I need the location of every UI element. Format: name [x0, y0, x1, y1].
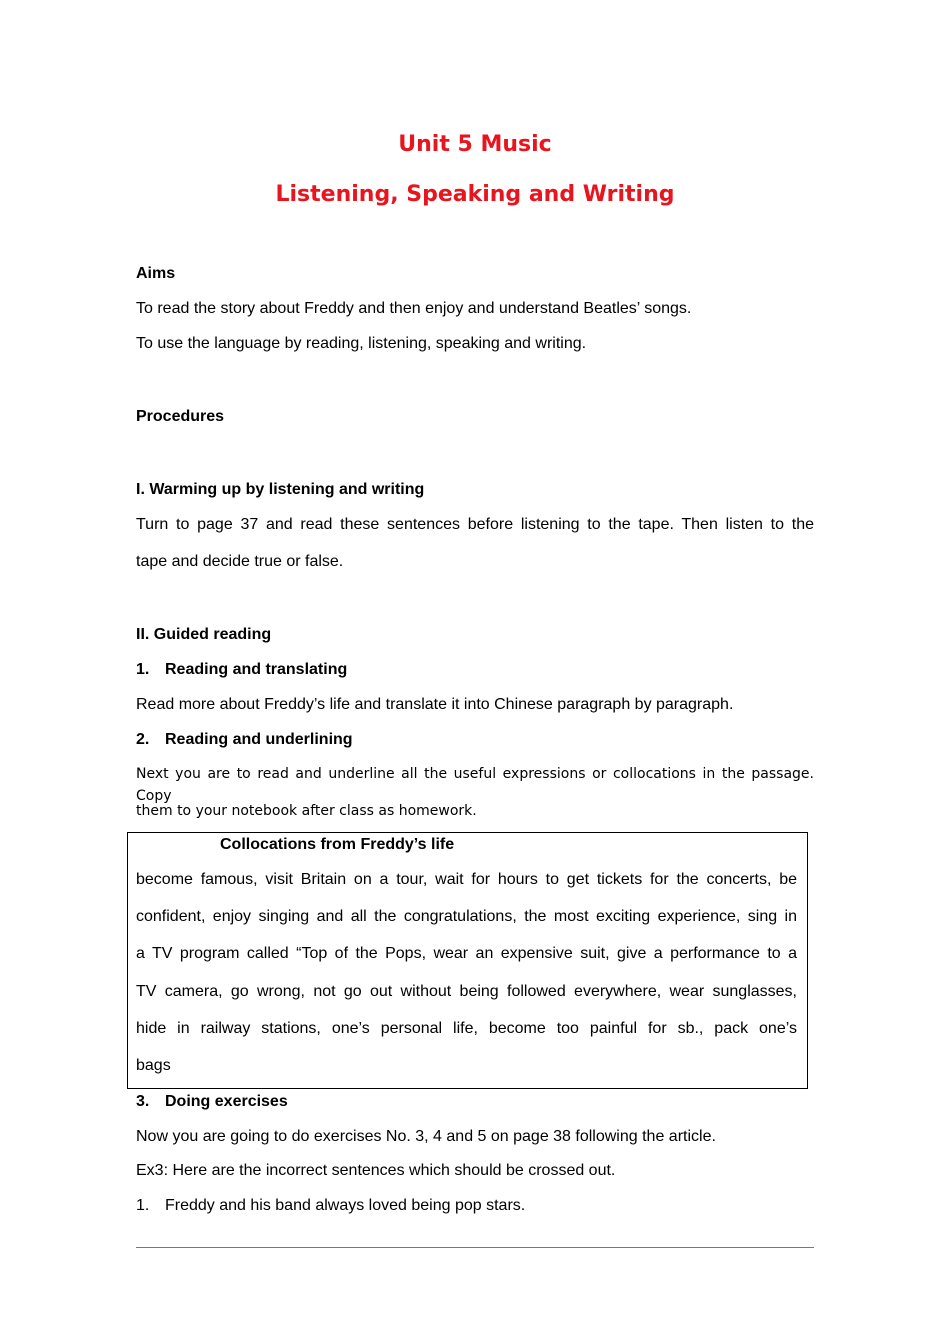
subheading-reading-translating [136, 659, 814, 681]
procedures-heading: Procedures [136, 408, 225, 425]
item-heading: Reading and underlining [165, 731, 353, 748]
subheading-reading-underlining [136, 729, 814, 751]
collocations-line-5: hide in railway stations, one’s personal life, become too painful for sb., pack one’s [136, 1020, 797, 1037]
exercises-line-1: Now you are going to do exercises No. 3, 4 and 5 on page 38 following the article. [136, 1128, 716, 1145]
reading-underlining-line-1: Next you are to read and underline all the useful expressions or collocations in the passage. Copy [136, 766, 814, 804]
exercise-list-item [136, 1195, 814, 1217]
list-item-number: 1. [136, 1197, 150, 1214]
reading-underlining-line-2: them to your notebook after class as homework. [136, 803, 477, 819]
item-heading: Reading and translating [165, 661, 348, 678]
section-1-line-1: Turn to page 37 and read these sentences before listening to the tape. Then listen to the [136, 516, 814, 533]
document-subtitle: Listening, Speaking and Writing [275, 182, 675, 207]
aims-heading: Aims [136, 265, 176, 282]
collocations-line-3: a TV program called “Top of the Pops, wear an expensive suit, give a performance to a [136, 945, 797, 962]
collocations-line-6: bags [136, 1057, 171, 1074]
collocations-line-2: confident, enjoy singing and all the congratulations, the most exciting experience, sing in [136, 908, 797, 925]
section-1-line-2: tape and decide true or false. [136, 553, 344, 570]
item-number: 1. [136, 661, 150, 678]
aims-line-2: To use the language by reading, listening, speaking and writing. [136, 335, 587, 352]
document-title: Unit 5 Music [398, 132, 552, 157]
item-number: 3. [136, 1093, 150, 1110]
section-2-heading: II. Guided reading [136, 626, 272, 643]
subheading-doing-exercises [136, 1091, 814, 1113]
collocations-line-4: TV camera, go wrong, not go out without being followed everywhere, wear sunglasses, [136, 983, 797, 1000]
list-item-text: Freddy and his band always loved being pop stars. [165, 1197, 526, 1214]
collocations-title: Collocations from Freddy’s life [220, 836, 455, 853]
section-1-heading: I. Warming up by listening and writing [136, 481, 425, 498]
footer-divider [136, 1247, 814, 1248]
item-number: 2. [136, 731, 150, 748]
exercises-line-2: Ex3: Here are the incorrect sentences which should be crossed out. [136, 1162, 616, 1179]
collocations-line-1: become famous, visit Britain on a tour, wait for hours to get tickets for the concerts, be [136, 871, 797, 888]
aims-line-1: To read the story about Freddy and then enjoy and understand Beatles’ songs. [136, 300, 692, 317]
item-heading: Doing exercises [165, 1093, 288, 1110]
reading-translating-text: Read more about Freddy’s life and translate it into Chinese paragraph by paragraph. [136, 696, 734, 713]
